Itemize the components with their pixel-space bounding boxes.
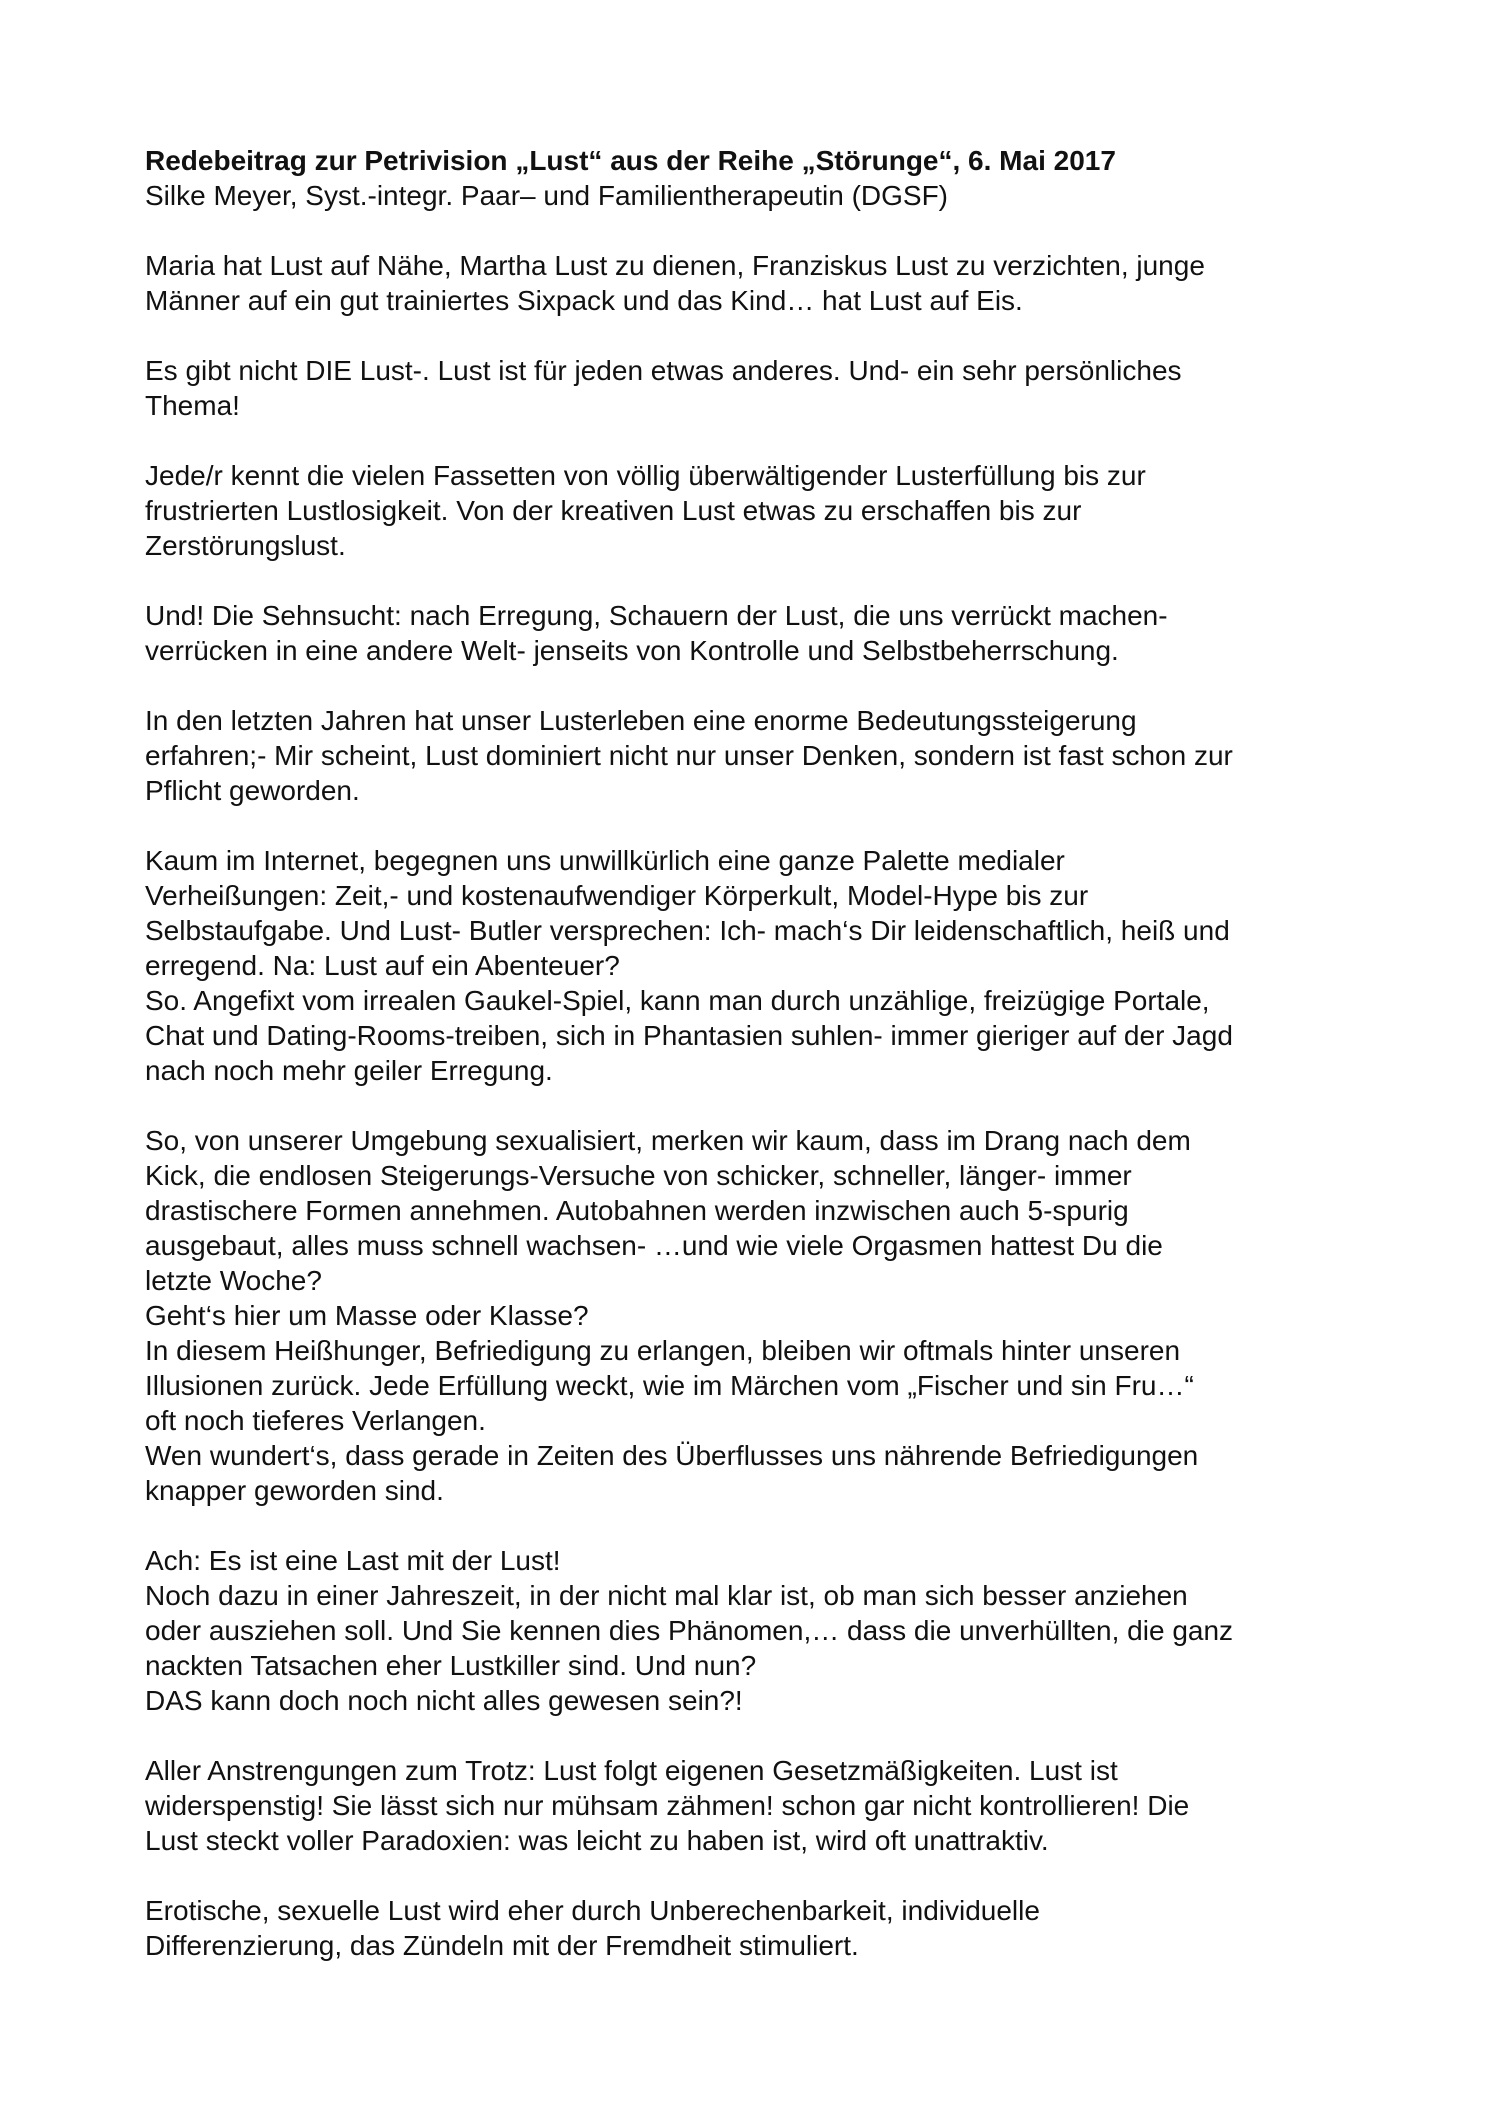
paragraph bbox=[145, 1893, 1375, 1963]
text-line: Kaum im Internet, begegnen uns unwillkürlich eine ganze Palette medialer bbox=[145, 845, 1065, 876]
text-line: nackten Tatsachen eher Lustkiller sind. Und nun? bbox=[145, 1650, 757, 1681]
text-line: drastischere Formen annehmen. Autobahnen werden inzwischen auch 5-spurig bbox=[145, 1195, 1129, 1226]
text-line: letzte Woche? bbox=[145, 1265, 322, 1296]
document-page bbox=[145, 143, 1375, 1998]
text-line: frustrierten Lustlosigkeit. Von der kreativen Lust etwas zu erschaffen bis zur bbox=[145, 495, 1082, 526]
text-line: Zerstörungslust. bbox=[145, 530, 346, 561]
text-line: nach noch mehr geiler Erregung. bbox=[145, 1055, 553, 1086]
text-line: DAS kann doch noch nicht alles gewesen sein?! bbox=[145, 1685, 743, 1716]
text-line: knapper geworden sind. bbox=[145, 1475, 444, 1506]
text-line: Thema! bbox=[145, 390, 240, 421]
text-line: Männer auf ein gut trainiertes Sixpack und das Kind… hat Lust auf Eis. bbox=[145, 285, 1023, 316]
paragraph bbox=[145, 1123, 1375, 1508]
text-line: Ach: Es ist eine Last mit der Lust! bbox=[145, 1545, 561, 1576]
text-line: oder ausziehen soll. Und Sie kennen dies Phänomen,… dass die unverhüllten, die ganz bbox=[145, 1615, 1234, 1646]
paragraph bbox=[145, 248, 1375, 318]
text-line: Erotische, sexuelle Lust wird eher durch Unberechenbarkeit, individuelle bbox=[145, 1895, 1040, 1926]
text-line: Differenzierung, das Zündeln mit der Fremdheit stimuliert. bbox=[145, 1930, 859, 1961]
document-title: Redebeitrag zur Petrivision „Lust“ aus der Reihe „Störunge“, 6. Mai 2017 bbox=[145, 145, 1116, 176]
text-line: Maria hat Lust auf Nähe, Martha Lust zu dienen, Franziskus Lust zu verzichten, junge bbox=[145, 250, 1205, 281]
paragraph bbox=[145, 458, 1375, 563]
text-line: Verheißungen: Zeit,- und kostenaufwendiger Körperkult, Model-Hype bis zur bbox=[145, 880, 1089, 911]
text-line: widerspenstig! Sie lässt sich nur mühsam zähmen! schon gar nicht kontrollieren! Die bbox=[145, 1790, 1190, 1821]
paragraph bbox=[145, 1753, 1375, 1858]
text-line: Und! Die Sehnsucht: nach Erregung, Schauern der Lust, die uns verrückt machen- bbox=[145, 600, 1168, 631]
paragraph bbox=[145, 353, 1375, 423]
author-line: Silke Meyer, Syst.-integr. Paar– und Familientherapeutin (DGSF) bbox=[145, 180, 949, 211]
text-line: Geht‘s hier um Masse oder Klasse? bbox=[145, 1300, 589, 1331]
text-line: erfahren;- Mir scheint, Lust dominiert nicht nur unser Denken, sondern ist fast schon zur bbox=[145, 740, 1233, 771]
text-line: Lust steckt voller Paradoxien: was leicht zu haben ist, wird oft unattraktiv. bbox=[145, 1825, 1049, 1856]
text-line: Pflicht geworden. bbox=[145, 775, 360, 806]
text-line: erregend. Na: Lust auf ein Abenteuer? bbox=[145, 950, 620, 981]
paragraph bbox=[145, 843, 1375, 1088]
text-line: So, von unserer Umgebung sexualisiert, merken wir kaum, dass im Drang nach dem bbox=[145, 1125, 1191, 1156]
paragraph bbox=[145, 703, 1375, 808]
text-line: oft noch tieferes Verlangen. bbox=[145, 1405, 486, 1436]
text-line: Selbstaufgabe. Und Lust- Butler versprechen: Ich- mach‘s Dir leidenschaftlich, heiß und bbox=[145, 915, 1230, 946]
text-line: In den letzten Jahren hat unser Lusterleben eine enorme Bedeutungssteigerung bbox=[145, 705, 1137, 736]
text-line: In diesem Heißhunger, Befriedigung zu erlangen, bleiben wir oftmals hinter unseren bbox=[145, 1335, 1181, 1366]
text-line: Es gibt nicht DIE Lust-. Lust ist für jeden etwas anderes. Und- ein sehr persönliches bbox=[145, 355, 1182, 386]
paragraph bbox=[145, 1543, 1375, 1718]
text-line: ausgebaut, alles muss schnell wachsen- …und wie viele Orgasmen hattest Du die bbox=[145, 1230, 1163, 1261]
paragraph bbox=[145, 598, 1375, 668]
text-line: Aller Anstrengungen zum Trotz: Lust folgt eigenen Gesetzmäßigkeiten. Lust ist bbox=[145, 1755, 1118, 1786]
text-line: Illusionen zurück. Jede Erfüllung weckt, wie im Märchen vom „Fischer und sin Fru…“ bbox=[145, 1370, 1194, 1401]
text-line: Kick, die endlosen Steigerungs-Versuche von schicker, schneller, länger- immer bbox=[145, 1160, 1132, 1191]
text-line: Chat und Dating-Rooms-treiben, sich in Phantasien suhlen- immer gieriger auf der Jagd bbox=[145, 1020, 1233, 1051]
text-line: So. Angefixt vom irrealen Gaukel-Spiel, kann man durch unzählige, freizügige Portale, bbox=[145, 985, 1210, 1016]
document-body bbox=[145, 248, 1375, 1963]
text-line: Wen wundert‘s, dass gerade in Zeiten des Überflusses uns nährende Befriedigungen bbox=[145, 1440, 1199, 1471]
text-line: Jede/r kennt die vielen Fassetten von völlig überwältigender Lusterfüllung bis zur bbox=[145, 460, 1146, 491]
text-line: Noch dazu in einer Jahreszeit, in der nicht mal klar ist, ob man sich besser anziehen bbox=[145, 1580, 1188, 1611]
text-line: verrücken in eine andere Welt- jenseits von Kontrolle und Selbstbeherrschung. bbox=[145, 635, 1119, 666]
